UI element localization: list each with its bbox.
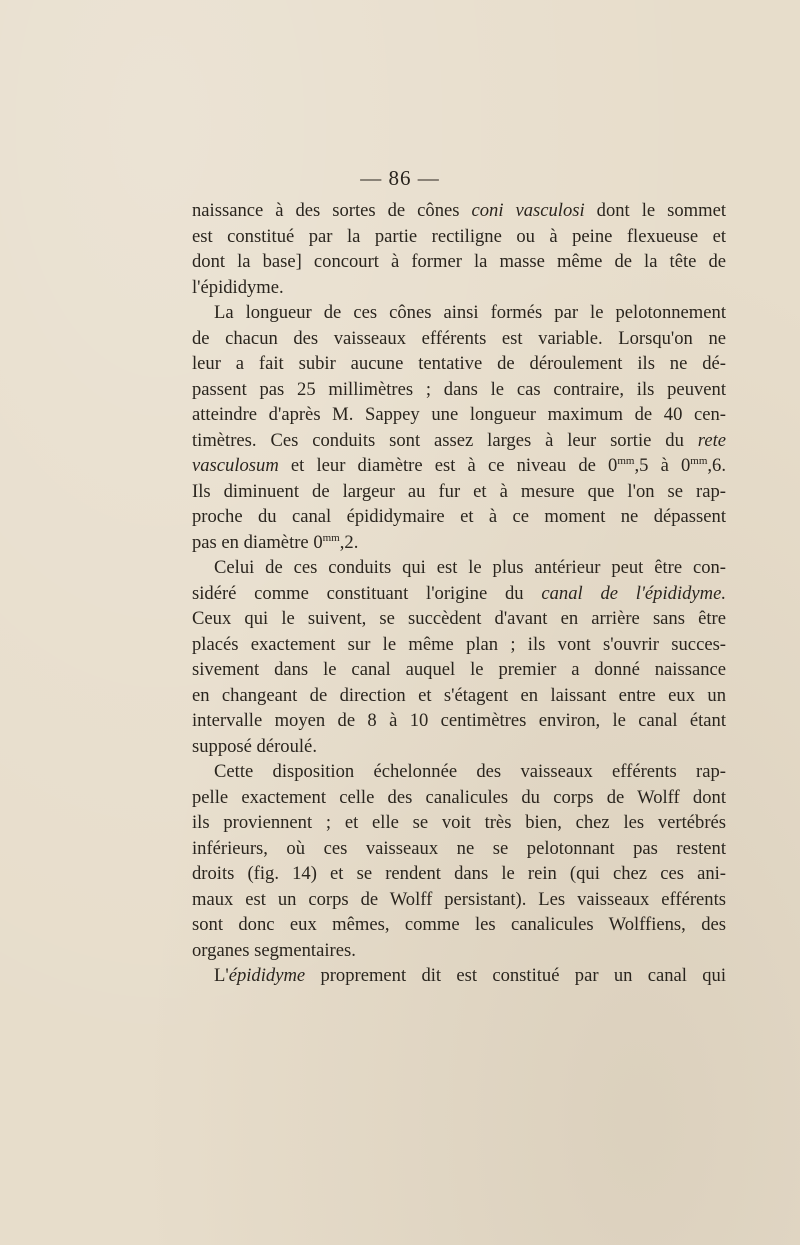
text-run: dont la base] concourt à former la masse même de la tête de xyxy=(192,251,726,272)
body-text xyxy=(192,198,726,989)
text-run: Ceux qui le suivent, se succèdent d'avant en arrière sans être xyxy=(192,608,726,629)
text-run: inférieurs, où ces vaisseaux ne se pelotonnant pas restent xyxy=(192,837,726,859)
text-line xyxy=(192,759,726,785)
text-line xyxy=(192,428,726,454)
text-run: ,6. xyxy=(707,455,726,476)
italic-term: épididyme xyxy=(228,965,306,986)
text-line xyxy=(192,275,726,301)
text-line xyxy=(192,963,726,989)
italic-term: canal de l'épididyme. xyxy=(541,582,726,604)
text-run: proprement dit est constitué par un canal qui xyxy=(305,965,726,986)
text-run: dont le sommet xyxy=(584,200,726,221)
superscript-unit: mm xyxy=(322,531,340,544)
text-line xyxy=(192,198,726,224)
text-line xyxy=(192,606,726,632)
text-line xyxy=(192,632,726,658)
text-run: L' xyxy=(214,965,229,986)
text-run: pelle exactement celle des canalicules du corps de Wolff dont xyxy=(192,786,726,808)
text-run: leur a fait subir aucune tentative de déroulement ils ne dé- xyxy=(192,353,726,374)
text-run: est constitué par la partie rectiligne ou à peine flexueuse et xyxy=(192,225,726,247)
text-run: ils proviennent ; et elle se voit très bien, chez les vertébrés xyxy=(192,812,726,833)
text-line xyxy=(192,938,726,964)
text-line xyxy=(192,453,726,479)
text-run: l'épididyme. xyxy=(192,276,284,298)
text-line xyxy=(192,810,726,836)
superscript-unit: mm xyxy=(690,455,708,467)
text-run: placés exactement sur le même plan ; ils vont s'ouvrir succes- xyxy=(192,633,726,655)
text-run: pas en diamètre 0 xyxy=(192,531,323,553)
text-line xyxy=(192,377,726,403)
italic-term: rete xyxy=(697,429,726,451)
text-line xyxy=(192,683,726,709)
text-line xyxy=(192,861,726,887)
text-run: proche du canal épididymaire et à ce moment ne dépassent xyxy=(192,506,726,527)
text-run: ,2. xyxy=(339,531,359,553)
text-line xyxy=(192,836,726,862)
text-run: passent pas 25 millimètres ; dans le cas contraire, ils peuvent xyxy=(192,378,726,400)
text-line xyxy=(192,504,726,530)
text-run: supposé déroulé. xyxy=(192,735,317,757)
text-run: et leur diamètre est à ce niveau de 0 xyxy=(278,455,618,476)
text-line xyxy=(192,300,726,326)
text-line xyxy=(192,479,726,505)
text-run: La longueur de ces cônes ainsi formés par le pelotonnement xyxy=(214,302,726,323)
text-run: timètres. Ces conduits sont assez larges à leur sortie du xyxy=(192,429,698,451)
text-run: sont donc eux mêmes, comme les canalicules Wolffiens, des xyxy=(192,914,726,935)
text-line xyxy=(192,581,726,607)
text-line xyxy=(192,351,726,377)
text-line xyxy=(192,530,726,556)
text-line xyxy=(192,912,726,938)
italic-term: vasculosum xyxy=(192,455,279,476)
text-run: Ils diminuent de largeur au fur et à mesure que l'on se rap- xyxy=(192,480,726,502)
text-line xyxy=(192,708,726,734)
text-run: organes segmentaires. xyxy=(192,939,356,961)
text-run: sidéré comme constituant l'origine du xyxy=(192,582,542,604)
text-line xyxy=(192,402,726,428)
text-run: droits (fig. 14) et se rendent dans le rein (qui chez ces ani- xyxy=(192,863,726,884)
text-run: naissance à des sortes de cônes xyxy=(192,200,472,221)
text-run: atteindre d'après M. Sappey une longueur maximum de 40 cen- xyxy=(192,404,726,425)
text-run: intervalle moyen de 8 à 10 centimètres environ, le canal étant xyxy=(192,710,726,731)
page-number: — 86 — xyxy=(360,166,440,190)
text-line xyxy=(192,657,726,683)
italic-term: coni vasculosi xyxy=(471,200,585,221)
text-run: de chacun des vaisseaux efférents est variable. Lorsqu'on ne xyxy=(192,327,726,349)
text-line xyxy=(192,224,726,250)
text-line xyxy=(192,555,726,581)
text-run: ,5 à 0 xyxy=(634,455,691,476)
text-run: Cette disposition échelonnée des vaisseaux efférents rap- xyxy=(214,761,726,782)
text-run: maux est un corps de Wolff persistant). Les vaisseaux efférents xyxy=(192,888,726,910)
text-run: en changeant de direction et s'étagent en laissant entre eux un xyxy=(192,684,726,706)
text-line xyxy=(192,326,726,352)
superscript-unit: mm xyxy=(617,455,635,467)
text-run: Celui de ces conduits qui est le plus antérieur peut être con- xyxy=(214,557,726,578)
text-line xyxy=(192,249,726,275)
text-run: sivement dans le canal auquel le premier a donné naissance xyxy=(192,659,726,680)
text-line xyxy=(192,734,726,760)
text-line xyxy=(192,887,726,913)
text-line xyxy=(192,785,726,811)
